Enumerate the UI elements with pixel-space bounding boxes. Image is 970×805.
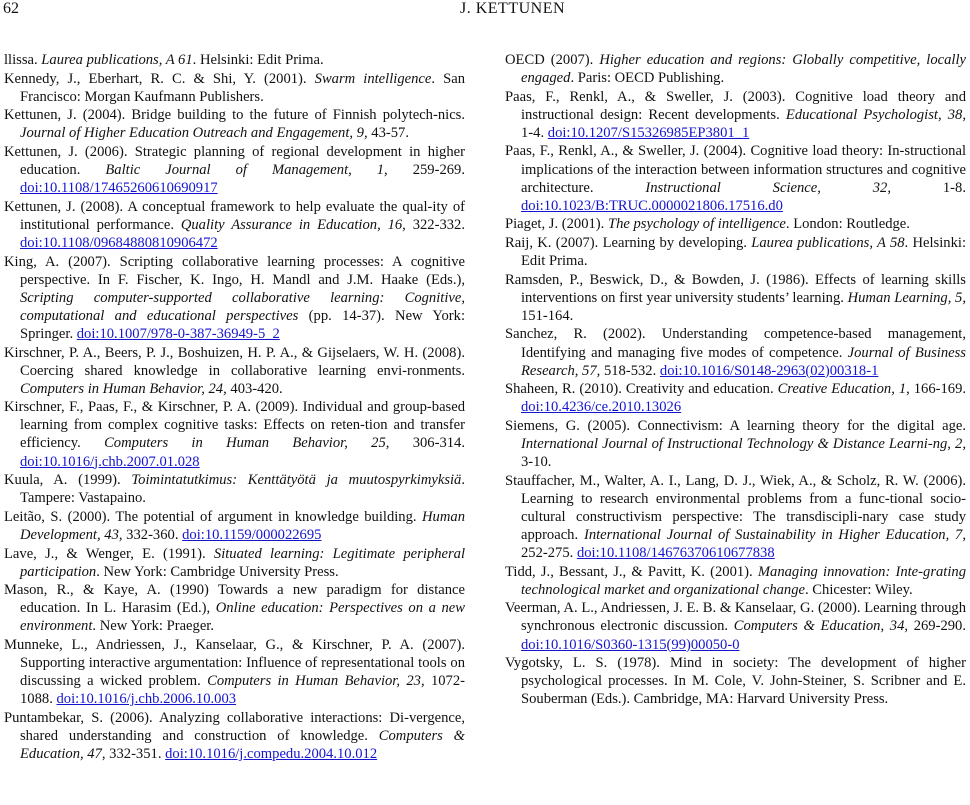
reference-text: 259-269. bbox=[387, 162, 465, 179]
doi-link[interactable]: doi:10.1016/S0148-2963(02)00318-1 bbox=[659, 362, 879, 379]
reference-entry bbox=[4, 709, 465, 763]
reference-entry bbox=[505, 88, 966, 142]
reference-text: . Tampere: Vastapaino. bbox=[20, 472, 466, 507]
reference-title-italic: Quality Assurance in Education, 16, bbox=[180, 216, 406, 233]
reference-text: 3-10. bbox=[521, 454, 552, 471]
reference-text: , bbox=[891, 381, 899, 398]
reference-text: Munneke, L., Andriessen, J., Kanselaar, G., & Kirschner, P. A. (2007). Supporting interactive argumentation: Influence of representational tools on discussing a wicked problem. bbox=[4, 637, 465, 690]
reference-text: Paas, F., Renkl, A., & Sweller, J. (2004). Cognitive load theory: In-structional implications of the interaction between information structures and cognitive architecture. bbox=[505, 143, 966, 196]
reference-title-italic: Human Learning, 5, bbox=[847, 289, 966, 306]
reference-text: Vygotsky, L. S. (1978). Mind in society: The development of higher psychological processes. In M. Cole, V. John-Steiner, S. Scribner and E. Souberman (Eds.). Cambridge, MA: Harvard University Press. bbox=[505, 655, 966, 708]
reference-title-italic: 1 bbox=[898, 381, 907, 398]
reference-entry bbox=[505, 563, 966, 599]
reference-title-italic: Computers & Education, 34, bbox=[733, 618, 909, 635]
reference-text: Raij, K. (2007). Learning by developing. bbox=[505, 234, 752, 251]
reference-title-italic: Online education: Perspectives on a new environment bbox=[20, 600, 465, 635]
reference-text: 332-351. bbox=[105, 746, 166, 763]
reference-title-italic: Instructional Science, 32, bbox=[645, 179, 891, 196]
doi-link[interactable]: doi:10.1159/000022695 bbox=[182, 526, 322, 543]
reference-entry bbox=[505, 51, 966, 87]
reference-title-italic: Managing innovation: Inte-grating technological market and organizational change bbox=[521, 563, 966, 598]
reference-text: Shaheen, R. (2010). Creativity and education. bbox=[505, 381, 778, 398]
reference-entry bbox=[505, 380, 966, 416]
reference-entry bbox=[505, 271, 966, 325]
reference-text: . New York: Cambridge University Press. bbox=[96, 563, 339, 580]
reference-text: Piaget, J. (2001). bbox=[505, 216, 608, 233]
reference-text: Leitão, S. (2000). The potential of argument in knowledge building. bbox=[4, 508, 423, 525]
doi-link[interactable]: doi:10.1016/j.compedu.2004.10.012 bbox=[165, 746, 378, 763]
reference-entry bbox=[4, 198, 465, 252]
reference-text: 43-57. bbox=[367, 125, 409, 142]
reference-text: . Chicester: Wiley. bbox=[805, 581, 913, 598]
reference-text: 252-275. bbox=[521, 545, 577, 562]
reference-text: King, A. (2007). Scripting collaborative learning processes: A cognitive perspective. In F. Fischer, K. Ingo, H. Mandl and J.M. Haake (Eds.), bbox=[4, 253, 465, 288]
reference-title-italic: Computers & Education, 47, bbox=[20, 727, 465, 763]
doi-link[interactable]: doi:10.1108/09684880810906472 bbox=[20, 234, 218, 251]
reference-text: Kettunen, J. (2004). Bridge building to the future of Finnish polytech-nics. bbox=[4, 107, 465, 124]
reference-entry bbox=[4, 398, 465, 470]
reference-title-italic: Swarm intelligence bbox=[314, 70, 432, 87]
reference-text: 1-8. bbox=[891, 179, 966, 196]
reference-title-italic: International Journal of Instructional Technology & Distance Learni-ng, 2, bbox=[521, 435, 966, 452]
reference-text: . Paris: OECD Publishing. bbox=[570, 70, 725, 87]
reference-text: Kuula, A. (1999). bbox=[4, 472, 132, 489]
reference-title-italic: Human Development, 43, bbox=[20, 508, 465, 543]
doi-link[interactable]: doi:10.1023/B:TRUC.0000021806.17516.d0 bbox=[521, 197, 783, 214]
references-left-column bbox=[4, 51, 465, 764]
reference-entry bbox=[4, 143, 465, 197]
reference-title-italic: Creative Education bbox=[777, 381, 892, 398]
reference-title-italic: Higher education and regions: Globally competitive, locally engaged bbox=[521, 52, 966, 87]
doi-link[interactable]: doi:10.1016/S0360-1315(99)00050-0 bbox=[521, 636, 740, 653]
reference-text: 322-332. bbox=[405, 216, 465, 233]
reference-text: Puntambekar, S. (2006). Analyzing collaborative interactions: Di-vergence, shared understanding and construction of knowledge. bbox=[4, 709, 465, 744]
doi-link[interactable]: doi:10.1016/j.chb.2007.01.028 bbox=[20, 453, 200, 470]
reference-title-italic: Laurea publications, A 61 bbox=[41, 52, 193, 68]
reference-text: . San Francisco: Morgan Kaufmann Publishers. bbox=[20, 70, 465, 105]
reference-text: 1072-1088. bbox=[20, 673, 465, 708]
reference-text: 151-164. bbox=[521, 307, 574, 324]
reference-text: Lave, J., & Wenger, E. (1991). bbox=[4, 545, 214, 562]
reference-text: 403-420. bbox=[226, 380, 283, 397]
reference-text: Kettunen, J. (2008). A conceptual framework to help evaluate the qual-ity of institutional performance. bbox=[4, 198, 465, 233]
reference-entry bbox=[505, 599, 966, 653]
reference-entry bbox=[4, 636, 465, 708]
page-number: 62 bbox=[3, 0, 19, 17]
doi-link[interactable]: doi:10.1016/j.chb.2006.10.003 bbox=[56, 691, 237, 708]
reference-entry bbox=[505, 654, 966, 708]
reference-title-italic: Computers in Human Behavior, 23, bbox=[207, 673, 425, 690]
doi-link[interactable]: doi:10.1207/S15326985EP3801_1 bbox=[547, 124, 750, 141]
references-right-column bbox=[505, 51, 966, 709]
reference-text: Kennedy, J., Eberhart, R. C. & Shi, Y. (2001). bbox=[4, 70, 315, 87]
reference-title-italic: Toimintatutkimus: Kenttätyötä ja muutospyrkimyksiä bbox=[131, 472, 462, 489]
reference-title-italic: Baltic Journal of Management, 1, bbox=[105, 162, 388, 179]
reference-text: llissa. bbox=[4, 52, 42, 68]
reference-text: 1-4. bbox=[521, 124, 548, 141]
reference-entry bbox=[4, 581, 465, 635]
doi-link[interactable]: doi:10.1108/14676370610677838 bbox=[576, 545, 775, 562]
reference-text: Paas, F., Renkl, A., & Sweller, J. (2003). Cognitive load theory and instructional design: Recent developments. bbox=[505, 88, 966, 123]
reference-entry bbox=[505, 142, 966, 214]
reference-text: Kirschner, P. A., Beers, P. J., Boshuizen, H. P. A., & Gijselaers, W. H. (2008). Coercing shared knowledge in collaborative learning envi-ronments. bbox=[4, 344, 465, 379]
reference-text: Ramsden, P., Beswick, D., & Bowden, J. (1986). Effects of learning skills interventions on first year university students’ learning. bbox=[505, 271, 966, 306]
reference-text: Mason, R., & Kaye, A. (1990) Towards a new paradigm for distance education. In L. Harasim (Ed.), bbox=[4, 582, 465, 617]
reference-text: . Helsinki: Edit Prima. bbox=[521, 234, 966, 270]
reference-entry bbox=[505, 472, 966, 562]
reference-entry bbox=[505, 417, 966, 471]
doi-link[interactable]: doi:10.1007/978-0-387-36949-5_2 bbox=[76, 325, 280, 342]
reference-title-italic: The psychology of intelligence bbox=[607, 216, 786, 233]
reference-entry bbox=[505, 215, 966, 233]
reference-entry bbox=[4, 471, 465, 507]
reference-title-italic: Journal of Business Research, 57, bbox=[521, 344, 966, 379]
reference-text: Kettunen, J. (2006). Strategic planning of regional development in higher education. bbox=[4, 143, 465, 179]
reference-title-italic: Laurea publications, A 58 bbox=[751, 234, 905, 251]
reference-title-italic: Computers in Human Behavior, 25, bbox=[104, 435, 390, 452]
reference-text: Stauffacher, M., Walter, A. I., Lang, D. J., Wiek, A., & Scholz, R. W. (2006). Learning to research environmental problems from a func-tional socio-cultural constructivism perspective: The transdiscipli-nary case study approach. bbox=[505, 472, 966, 543]
reference-entry bbox=[505, 234, 966, 270]
reference-text: Tidd, J., Bessant, J., & Pavitt, K. (2001). bbox=[505, 563, 758, 580]
reference-entry bbox=[505, 325, 966, 379]
reference-text: Kirschner, F., Paas, F., & Kirschner, P. A. (2009). Individual and group-based learning from complex cognitive tasks: Effects on reten-tion and transfer efficiency. bbox=[4, 399, 465, 452]
reference-text: Siemens, G. (2005). Connectivism: A learning theory for the digital age. bbox=[505, 417, 966, 434]
reference-text: 269-290. bbox=[908, 618, 966, 635]
reference-entry bbox=[4, 70, 465, 106]
reference-text: . New York: Praeger. bbox=[92, 618, 215, 635]
reference-text: Sanchez, R. (2002). Understanding competence-based management, Identifying and managing five modes of competence. bbox=[505, 326, 966, 361]
reference-entry bbox=[4, 344, 465, 398]
reference-title-italic: Educational Psychologist, 38, bbox=[785, 106, 966, 123]
doi-link[interactable]: doi:10.4236/ce.2010.13026 bbox=[521, 399, 682, 416]
reference-title-italic: Scripting computer-supported collaborative learning: Cognitive, computational and educational perspectives bbox=[20, 289, 465, 324]
reference-text: (pp. 14-37). New York: Springer. bbox=[20, 307, 465, 342]
reference-entry bbox=[4, 508, 465, 544]
reference-text: 306-314. bbox=[389, 435, 465, 452]
doi-link[interactable]: doi:10.1108/17465260610690917 bbox=[20, 180, 218, 197]
reference-text: Veerman, A. L., Andriessen, J. E. B. & Kanselaar, G. (2000). Learning through synchronous electronic discussion. bbox=[505, 600, 966, 635]
reference-text: . Helsinki: Edit Prima. bbox=[192, 52, 324, 68]
reference-text: 518-532. bbox=[600, 362, 660, 379]
reference-title-italic: Journal of Higher Education Outreach and Engagement, 9, bbox=[20, 125, 368, 142]
reference-title-italic: Situated learning: Legitimate peripheral participation bbox=[20, 545, 465, 580]
reference-title-italic: Computers in Human Behavior, 24, bbox=[20, 380, 227, 397]
reference-text: . London: Routledge. bbox=[785, 216, 910, 233]
reference-entry bbox=[4, 106, 465, 142]
reference-entry bbox=[4, 545, 465, 581]
reference-text: OECD (2007). bbox=[505, 52, 600, 68]
reference-text: 332-360. bbox=[122, 526, 183, 543]
running-head: J. KETTUNEN bbox=[460, 0, 566, 17]
reference-entry bbox=[4, 253, 465, 343]
reference-text: , 166-169. bbox=[906, 381, 967, 398]
reference-entry bbox=[4, 51, 465, 69]
reference-title-italic: International Journal of Sustainability in Higher Education, 7, bbox=[583, 526, 966, 543]
